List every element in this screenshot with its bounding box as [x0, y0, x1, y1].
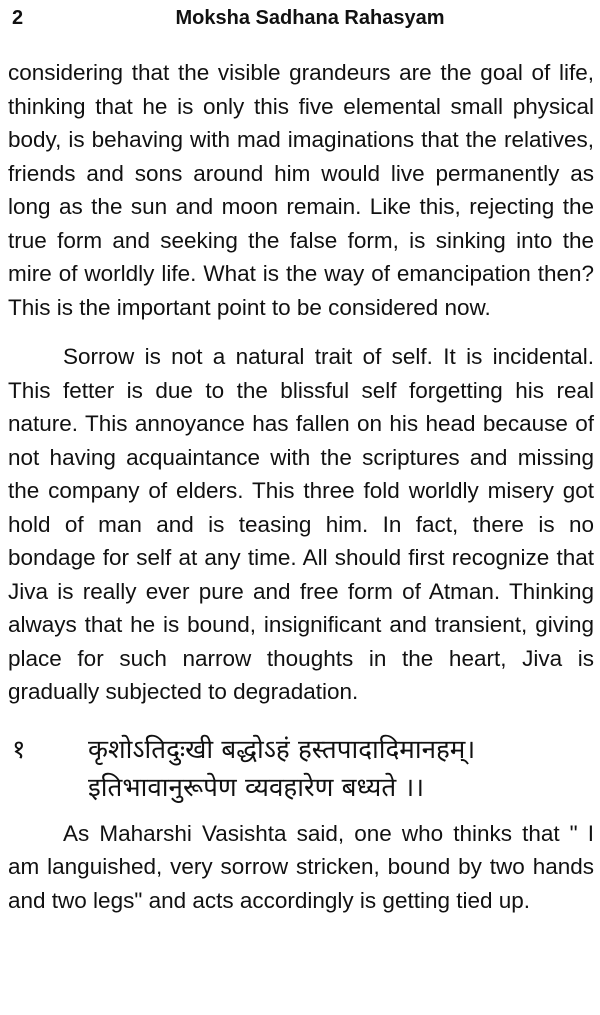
page-body	[8, 56, 594, 917]
verse-lines	[88, 731, 594, 807]
page-header	[0, 8, 600, 34]
verse-line-2: इतिभावानुरूपेण व्यवहारेण बध्यते ।।	[88, 772, 425, 803]
paragraph-continued: considering that the visible grandeurs are the goal of life, thinking that he is only this five elemental small physical body, is behaving with mad imaginations that the relatives, friends and sons around him would live permanently as long as the sun and moon remain. Like this, rejecting the true form and seeking the false form, is sinking into the mire of worldly life. What is the way of emancipation then? This is the important point to be considered now.	[8, 60, 594, 320]
verse-number: १	[12, 734, 26, 765]
paragraph-vasishta: As Maharshi Vasishta said, one who thinks that " I am languished, very sorrow stricken, bound by two hands and two legs" and acts accordingly is getting tied up.	[8, 820, 594, 913]
page-number: 2	[12, 7, 24, 29]
running-title: Moksha Sadhana Rahasyam	[175, 7, 445, 29]
paragraph-sorrow: Sorrow is not a natural trait of self. It is incidental. This fetter is due to the blissful self forgetting his real nature. This annoyance has fallen on his head because of not having acquaintance with the scriptures and missing the company of elders. This three fold worldly misery got hold of man and is teasing him. In fact, there is no bondage for self at any time. All should first recognize that Jiva is really ever pure and free form of Atman. Thinking always that he is bound, insignificant and transient, giving place for such narrow thoughts in the heart, Jiva is gradually subjected to degradation.	[8, 344, 594, 704]
paragraph-gap	[8, 324, 594, 340]
sanskrit-verse	[8, 731, 594, 807]
section-gap	[8, 709, 594, 727]
verse-line-1: कृशोऽतिदुःखी बद्धोऽहं हस्तपादादिमानहम्।	[88, 734, 476, 765]
